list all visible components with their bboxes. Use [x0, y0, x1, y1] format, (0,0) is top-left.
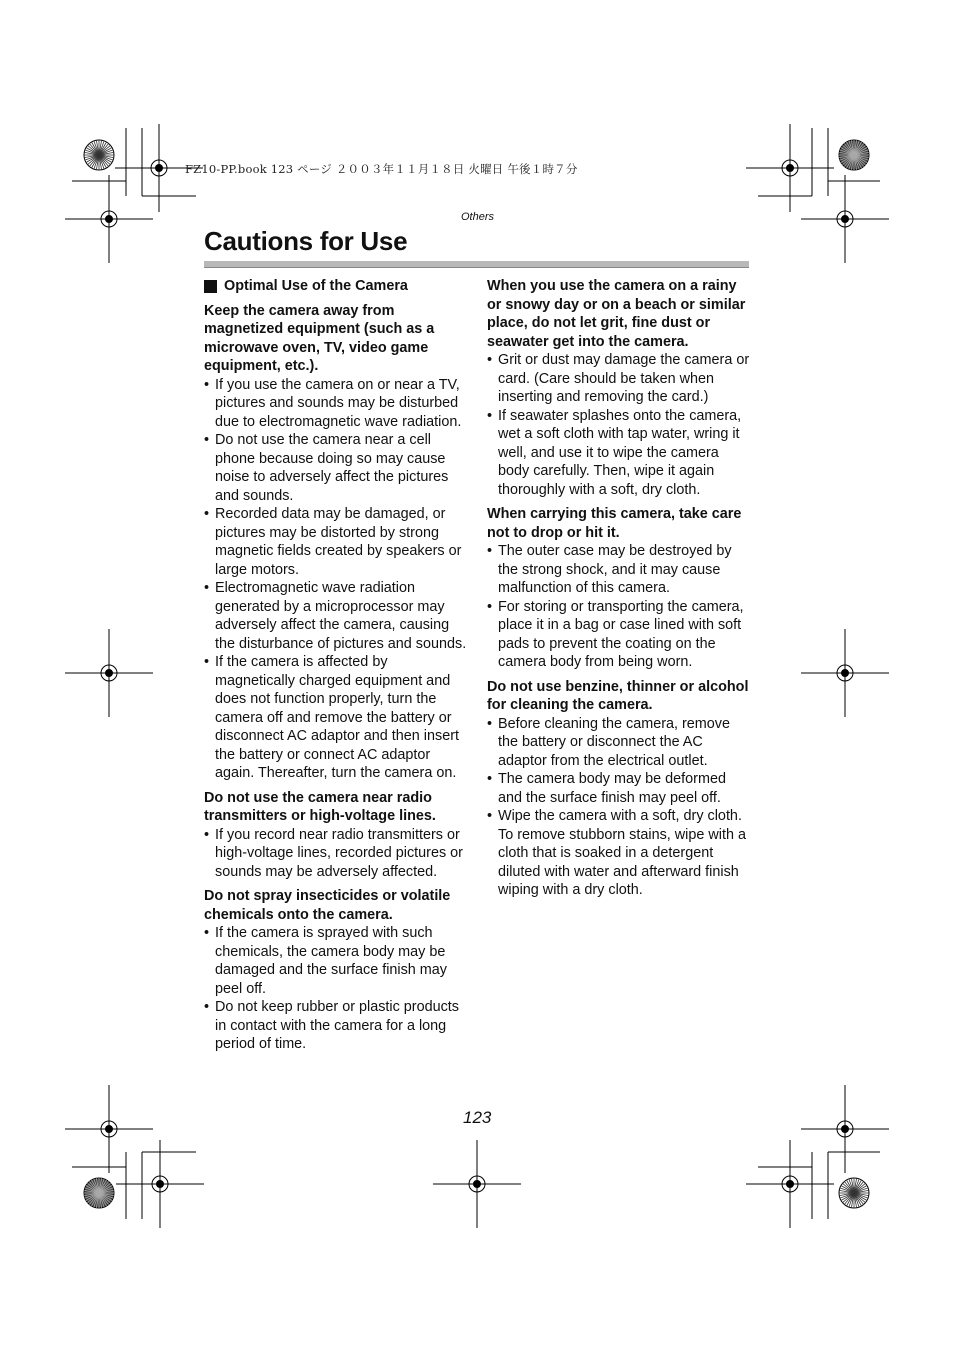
registration-mark-icon	[801, 1085, 889, 1173]
caution-heading: When you use the camera on a rainy or snowy day or on a beach or similar place, do not let grit, fine dust or seawater get into the camera.	[487, 278, 746, 350]
bullet-item: • The camera body may be deformed and the surface finish may peel off.	[487, 770, 751, 807]
section-label: Others	[461, 211, 495, 223]
bullet-item: • If seawater splashes onto the camera, wet a soft cloth with tap water, wring it well, and use it to wipe the camera body carefully. Then, wipe it again thoroughly with a soft, dry cloth.	[487, 407, 751, 500]
caution-block	[487, 505, 751, 672]
bullet-item: • For storing or transporting the camera, place it in a bag or case lined with soft pads to prevent the coating on the camera body from being worn.	[487, 598, 751, 672]
bullet-list	[204, 376, 470, 783]
file-header-line: FZ10-PP.book 123 ページ ２００３年１１月１８日 火曜日 午後１時７分	[185, 162, 578, 176]
registration-mark-icon	[746, 1140, 834, 1228]
bullet-list	[487, 351, 751, 499]
bullet-list	[204, 924, 470, 1054]
bullet-item: • Electromagnetic wave radiation generated by a microprocessor may adversely affect the camera, causing the disturbance of pictures and sounds.	[204, 579, 470, 653]
caution-block	[487, 277, 751, 499]
starburst-target-icon	[84, 1178, 114, 1208]
bullet-item: • If the camera is sprayed with such chemicals, the camera body may be damaged and the surface finish may peel off.	[204, 924, 470, 998]
subheading-text: Optimal Use of the Camera	[224, 278, 408, 294]
bullet-item: • Do not keep rubber or plastic products in contact with the camera for a long period of time.	[204, 998, 470, 1054]
registration-mark-icon	[433, 1140, 521, 1228]
subheading	[204, 277, 470, 296]
bullet-list	[204, 826, 470, 882]
caution-heading: Keep the camera away from magnetized equipment (such as a microwave oven, TV, video game equipment, etc.).	[204, 302, 435, 374]
bullet-item: • If you record near radio transmitters or high-voltage lines, recorded pictures or sounds may be adversely affected.	[204, 826, 470, 882]
page-number: 123	[463, 1108, 492, 1127]
left-column	[204, 277, 470, 1060]
bullet-list	[487, 715, 751, 900]
bullet-item: • Do not use the camera near a cell phone because doing so may cause noise to adversely affect the pictures and sounds.	[204, 431, 470, 505]
bullet-item: • Recorded data may be damaged, or pictures may be distorted by strong magnetic fields created by speakers or large motors.	[204, 505, 470, 579]
caution-block	[204, 887, 470, 1054]
caution-block	[204, 302, 470, 783]
starburst-target-icon	[839, 140, 869, 170]
caution-heading: Do not use the camera near radio transmitters or high-voltage lines.	[204, 789, 436, 824]
registration-mark-icon	[801, 629, 889, 717]
bullet-item: • Grit or dust may damage the camera or card. (Care should be taken when inserting and removing the card.)	[487, 351, 751, 407]
caution-heading: When carrying this camera, take care not to drop or hit it.	[487, 506, 742, 541]
starburst-target-icon	[84, 140, 114, 170]
right-blocks	[487, 277, 751, 900]
bullet-item: • Wipe the camera with a soft, dry cloth. To remove stubborn stains, wipe with a cloth that is soaked in a detergent diluted with water and afterward finish wiping with a dry cloth.	[487, 807, 751, 900]
right-column	[487, 277, 751, 906]
left-blocks	[204, 302, 470, 1054]
bullet-item: • If you use the camera on or near a TV, pictures and sounds may be disturbed due to electromagnetic wave radiation.	[204, 376, 470, 432]
registration-mark-icon	[65, 175, 153, 263]
bullet-item: • The outer case may be destroyed by the strong shock, and it may cause malfunction of this camera.	[487, 542, 751, 598]
bullet-item: • Before cleaning the camera, remove the battery or disconnect the AC adaptor from the electrical outlet.	[487, 715, 751, 771]
title-rule	[204, 261, 749, 268]
caution-heading: Do not use benzine, thinner or alcohol for cleaning the camera.	[487, 678, 749, 713]
registration-mark-icon	[746, 124, 834, 212]
registration-mark-icon	[65, 1085, 153, 1173]
bullet-list	[487, 542, 751, 672]
bullet-item: • If the camera is affected by magnetically charged equipment and does not function properly, turn the camera off and remove the battery or disconnect AC adaptor and then insert the battery or connect AC adaptor again. Thereafter, turn the camera on.	[204, 653, 470, 783]
registration-mark-icon	[65, 629, 153, 717]
registration-mark-icon	[801, 175, 889, 263]
starburst-target-icon	[839, 1178, 869, 1208]
page-title: Cautions for Use	[204, 226, 408, 256]
registration-mark-icon	[116, 1140, 204, 1228]
square-bullet-icon	[204, 280, 217, 293]
caution-heading: Do not spray insecticides or volatile chemicals onto the camera.	[204, 888, 451, 923]
caution-block	[487, 678, 751, 900]
caution-block	[204, 789, 470, 882]
